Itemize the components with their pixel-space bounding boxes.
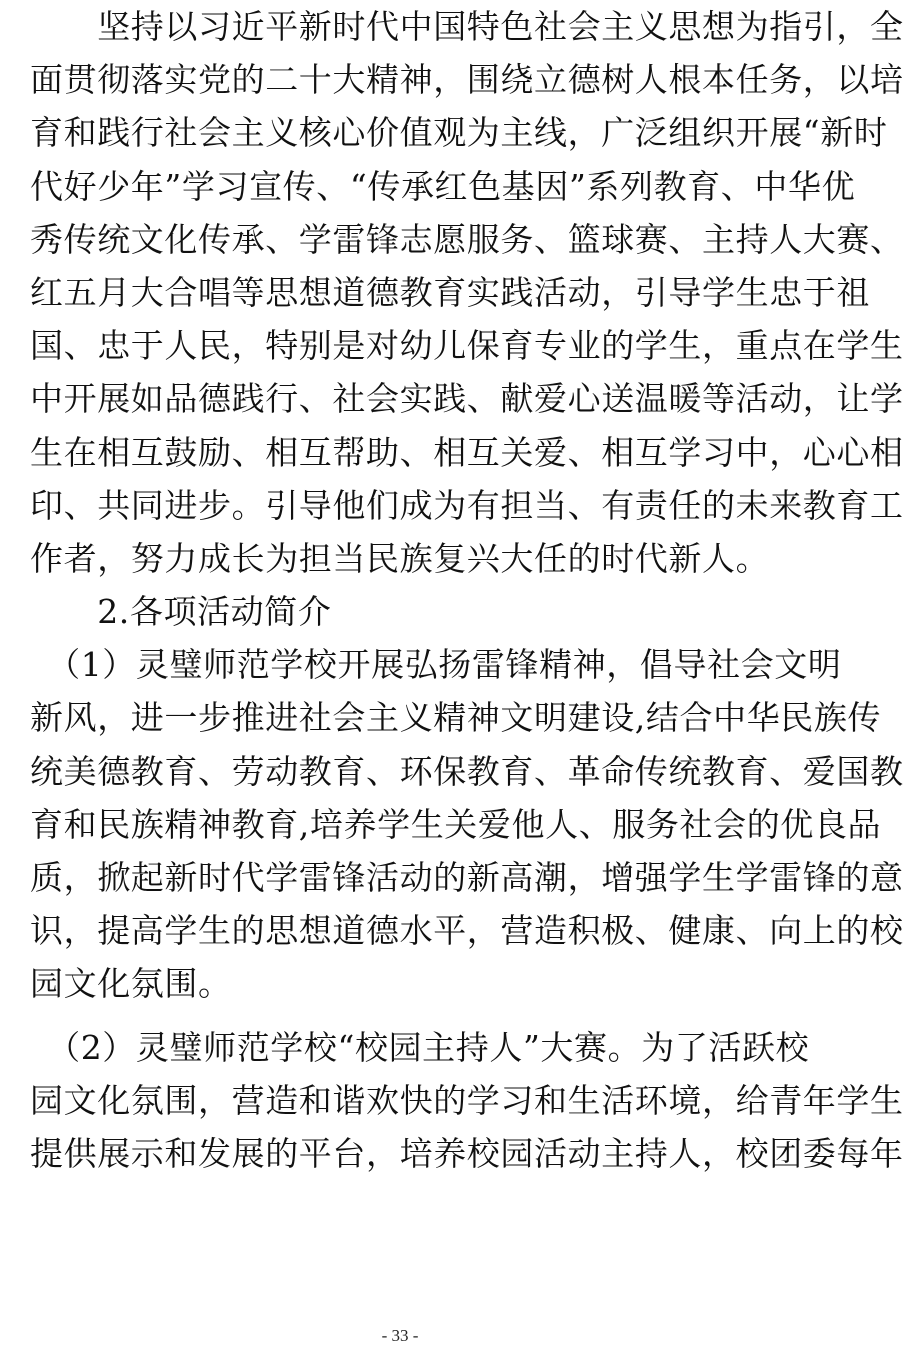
page-body [30, 0, 904, 1180]
text-line: 中开展如品德践行、社会实践、献爱心送温暖等活动，让学 [30, 379, 904, 419]
text-line: 作者，努力成长为担当民族复兴大任的时代新人。 [30, 538, 770, 578]
text-line: 育和践行社会主义核心价值观为主线，广泛组织开展“新时 [30, 113, 888, 153]
text-line: （1）灵璧师范学校开展弘扬雷锋精神，倡导社会文明 [30, 645, 842, 685]
text-line: 新风，进一步推进社会主义精神文明建设,结合中华民族传 [30, 698, 882, 738]
text-line: 生在相互鼓励、相互帮助、相互关爱、相互学习中，心心相 [30, 432, 904, 472]
page-number: - 33 - [381, 1326, 419, 1345]
paragraph-activity-2 [30, 1021, 904, 1181]
paragraph-activity-1 [30, 638, 904, 1010]
text-line: 质，掀起新时代学雷锋活动的新高潮，增强学生学雷锋的意 [30, 858, 904, 897]
text-line: 园文化氛围。 [30, 964, 232, 1004]
text-line: 育和民族精神教育,培养学生关爱他人、服务社会的优良品 [30, 804, 882, 844]
text-line: 统美德教育、劳动教育、环保教育、革命传统教育、爱国教 [30, 751, 904, 791]
text-line: 识，提高学生的思想道德水平，营造积极、健康、向上的校 [30, 911, 904, 951]
text-line: 印、共同进步。引导他们成为有担当、有责任的未来教育工 [30, 485, 904, 525]
text-line: 提供展示和发展的平台，培养校园活动主持人，校团委每年 [30, 1133, 904, 1173]
section-heading: 2.各项活动简介 [30, 592, 332, 632]
text-line: 国、忠于人民，特别是对幼儿保育专业的学生，重点在学生 [30, 326, 904, 366]
paragraph-spacing [30, 1011, 782, 1021]
text-line: 红五月大合唱等思想道德教育实践活动，引导学生忠于祖 [30, 272, 870, 312]
text-line: 代好少年”学习宣传、“传承红色基因”系列教育、中华优 [30, 166, 856, 206]
text-line: 坚持以习近平新时代中国特色社会主义思想为指引，全 [30, 7, 904, 46]
text-line: 园文化氛围，营造和谐欢快的学习和生活环境，给青年学生 [30, 1080, 904, 1120]
paragraph-guiding-principle [30, 0, 904, 585]
text-line: 秀传统文化传承、学雷锋志愿服务、篮球赛、主持人大赛、 [30, 219, 904, 259]
text-line: （2）灵璧师范学校“校园主持人”大赛。为了活跃校 [30, 1027, 810, 1067]
text-line: 面贯彻落实党的二十大精神，围绕立德树人根本任务，以培 [30, 60, 904, 100]
